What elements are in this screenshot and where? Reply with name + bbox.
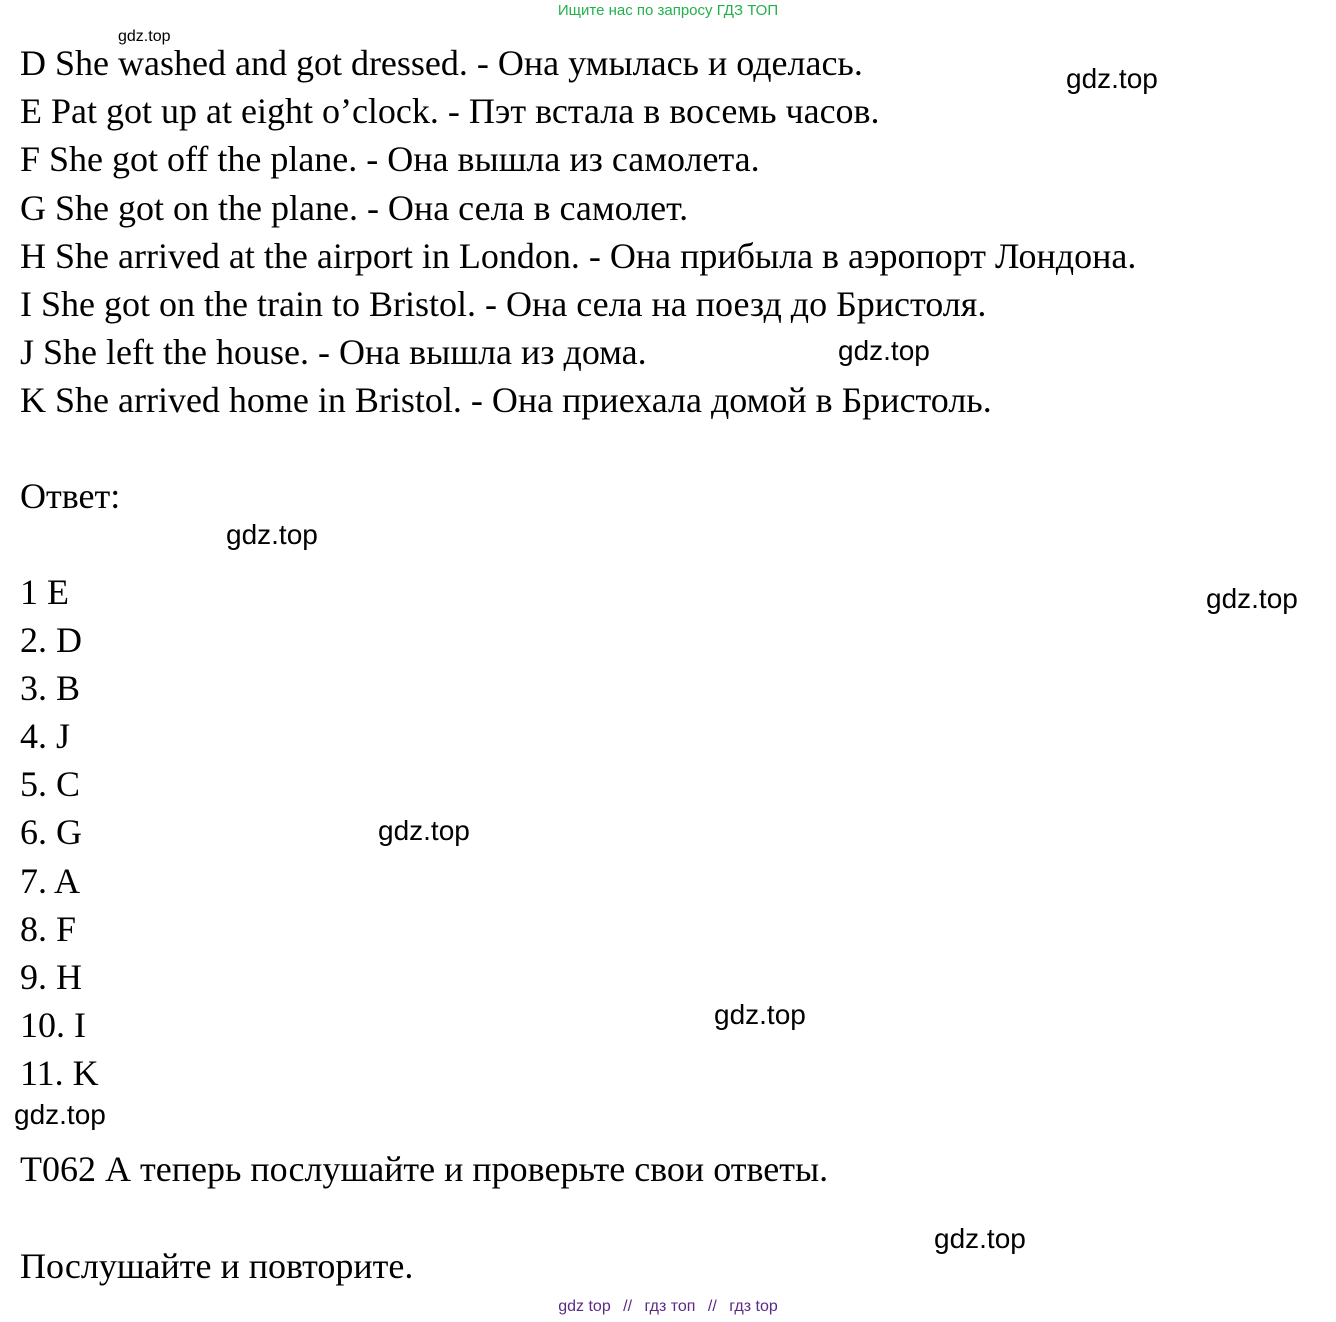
sentence-g: G She got on the plane. - Она села в самолет. <box>20 188 689 228</box>
footer-link-gdz-top-ru[interactable]: гдз топ <box>644 1298 696 1315</box>
footer-link-gdz-top-mixed[interactable]: гдз top <box>729 1298 778 1315</box>
sentence-e: E Pat got up at eight o’clock. - Пэт встала в восемь часов. <box>20 91 880 131</box>
answer-item: 3. B <box>20 668 81 708</box>
watermark: gdz.top <box>14 1099 106 1130</box>
sentence-j: J She left the house. - Она вышла из дома. <box>20 332 647 372</box>
sentence-k: K She arrived home in Bristol. - Она приехала домой в Бристоль. <box>20 380 992 420</box>
answer-item: 10. I <box>20 1005 86 1045</box>
listen-repeat: Послушайте и повторите. <box>20 1246 414 1286</box>
sentence-f: F She got off the plane. - Она вышла из самолета. <box>20 139 760 179</box>
answer-item: 1 E <box>20 572 69 612</box>
watermark: gdz.top <box>118 28 171 45</box>
footer-separator: // <box>707 1298 717 1315</box>
watermark: gdz.top <box>226 519 318 550</box>
sentence-d: D She washed and got dressed. - Она умылась и оделась. <box>20 43 863 83</box>
watermark: gdz.top <box>1066 63 1158 94</box>
footer-link-gdz-top[interactable]: gdz top <box>558 1298 611 1315</box>
watermark: gdz.top <box>838 335 930 366</box>
answer-item: 2. D <box>20 620 82 660</box>
task-t062: T062 А теперь послушайте и проверьте свои ответы. <box>20 1149 829 1189</box>
answer-item: 9. H <box>20 957 82 997</box>
watermark: gdz.top <box>934 1223 1026 1254</box>
answer-item: 6. G <box>20 812 82 852</box>
answer-item: 8. F <box>20 909 77 949</box>
watermark: gdz.top <box>714 999 806 1030</box>
answer-item: 4. J <box>20 716 71 756</box>
watermark: gdz.top <box>1206 583 1298 614</box>
watermark: gdz.top <box>378 815 470 846</box>
answer-heading: Ответ: <box>20 476 121 516</box>
footer <box>0 1298 1336 1316</box>
sentence-h: H She arrived at the airport in London. - Она прибыла в аэропорт Лондона. <box>20 236 1137 276</box>
answer-item: 5. C <box>20 764 81 804</box>
top-banner: Ищите нас по запросу ГДЗ ТОП <box>557 2 779 19</box>
answer-item: 7. A <box>20 861 81 901</box>
footer-separator: // <box>623 1298 633 1315</box>
sentence-i: I She got on the train to Bristol. - Она села на поезд до Бристоля. <box>20 284 987 324</box>
answer-item: 11. K <box>20 1053 99 1093</box>
